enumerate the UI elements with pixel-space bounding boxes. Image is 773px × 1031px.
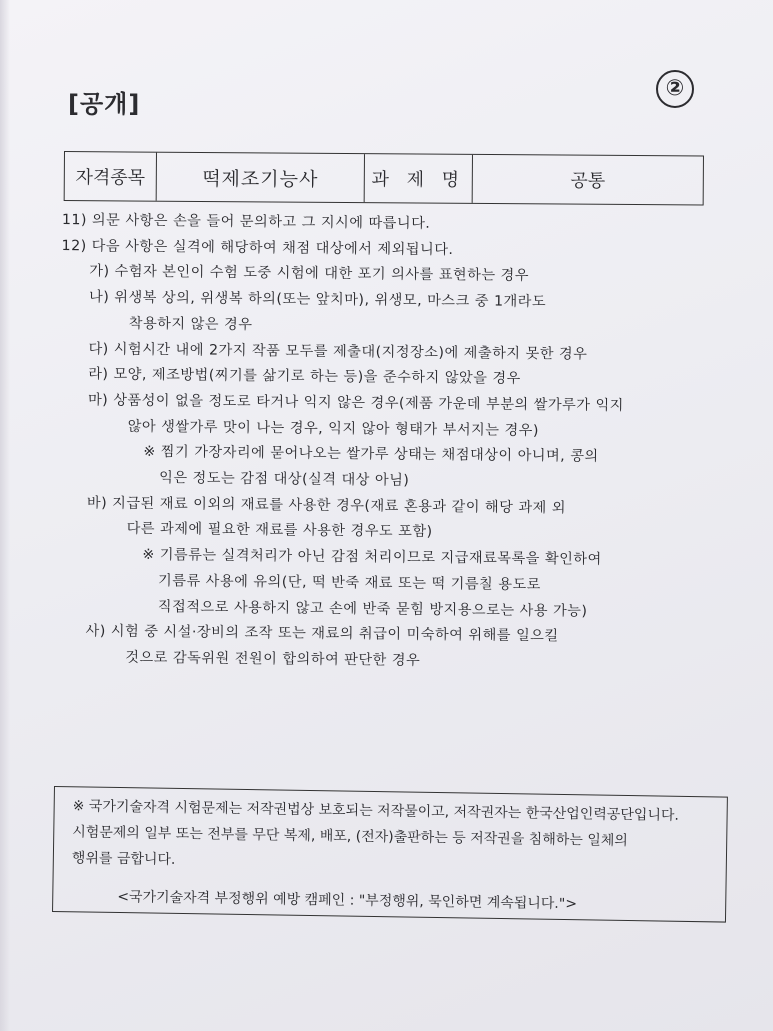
campaign-slogan: <국가기술자격 부정행위 예방 캠페인 : "부정행위, 묵인하면 계속됩니다."> bbox=[117, 889, 578, 913]
task-value: 공통 bbox=[570, 170, 606, 192]
instruction-line: 바) 지급된 재료 이외의 재료를 사용한 경우(재료 혼용과 같이 해당 과제 외 bbox=[86, 495, 567, 517]
instruction-line: ※ 기름류는 실격처리가 아닌 감점 처리이므로 지급재료목록을 확인하여 bbox=[142, 547, 602, 568]
notice-line: 시험문제의 일부 또는 전부를 무단 복제, 배포, (전자)출판하는 등 저작권을 침해하는 일체의 bbox=[72, 824, 628, 850]
instruction-line: 라) 모양, 제조방법(찌기를 삶기로 하는 등)을 준수하지 않았을 경우 bbox=[88, 366, 521, 388]
instruction-line: 12) 다음 사항은 실격에 해당하여 채점 대상에서 제외됩니다. bbox=[61, 237, 454, 258]
header-table bbox=[64, 151, 704, 205]
page-number: ② bbox=[656, 70, 694, 108]
field-value: 떡제조기능사 bbox=[157, 153, 365, 202]
field-label: 자격종목 bbox=[65, 152, 157, 201]
instruction-line: 마) 상품성이 없을 정도로 타거나 익지 않은 경우(제품 가운데 부분의 쌀가루가 익지 bbox=[87, 392, 624, 414]
notice-line: ※ 국가기술자격 시험문제는 저작권법상 보호되는 저작물이고, 저작권자는 한국산업인력공단입니다. bbox=[72, 798, 679, 824]
instruction-line: 나) 위생복 상의, 위생복 하의(또는 앞치마), 위생모, 마스크 중 1개라도 bbox=[88, 289, 547, 311]
instruction-line: 다른 과제에 필요한 재료를 사용한 경우도 포함) bbox=[126, 521, 433, 541]
instruction-line: 다) 시험시간 내에 2가지 작품 모두를 제출대(지정장소)에 제출하지 못한 경우 bbox=[88, 340, 588, 363]
instructions-body bbox=[57, 208, 742, 678]
copyright-notice bbox=[52, 786, 728, 923]
instruction-line: 사) 시험 중 시설·장비의 조작 또는 재료의 취급이 미숙하여 위해를 일으킬 bbox=[85, 623, 559, 645]
instruction-line: 기름류 사용에 유의(단, 떡 반죽 재료 또는 떡 기름칠 용도로 bbox=[158, 572, 542, 593]
instruction-line: 가) 수험자 본인이 수험 도중 시험에 대한 포기 의사를 표현하는 경우 bbox=[89, 263, 530, 285]
instruction-line: 않아 생쌀가루 맛이 나는 경우, 익지 않아 형태가 부서지는 경우) bbox=[127, 418, 540, 439]
instruction-line: ※ 찜기 가장자리에 묻어나오는 쌀가루 상태는 채점대상이 아니며, 콩의 bbox=[143, 444, 599, 465]
notice-line: 행위를 금합니다. bbox=[71, 850, 176, 868]
instruction-line: 익은 정도는 감점 대상(실격 대상 아님) bbox=[159, 470, 410, 489]
instruction-line: 착용하지 않은 경우 bbox=[128, 315, 253, 333]
public-label: [공개] bbox=[68, 90, 141, 118]
task-label: 과 제 명 bbox=[365, 154, 473, 203]
page-edge-shadow bbox=[0, 0, 10, 1031]
instruction-line: 직접적으로 사용하지 않고 손에 반죽 묻힘 방지용으로는 사용 가능) bbox=[157, 598, 588, 620]
instruction-line: 것으로 감독위원 전원이 합의하여 판단한 경우 bbox=[125, 649, 421, 669]
instruction-line: 11) 의문 사항은 손을 들어 문의하고 그 지시에 따릅니다. bbox=[61, 211, 431, 232]
